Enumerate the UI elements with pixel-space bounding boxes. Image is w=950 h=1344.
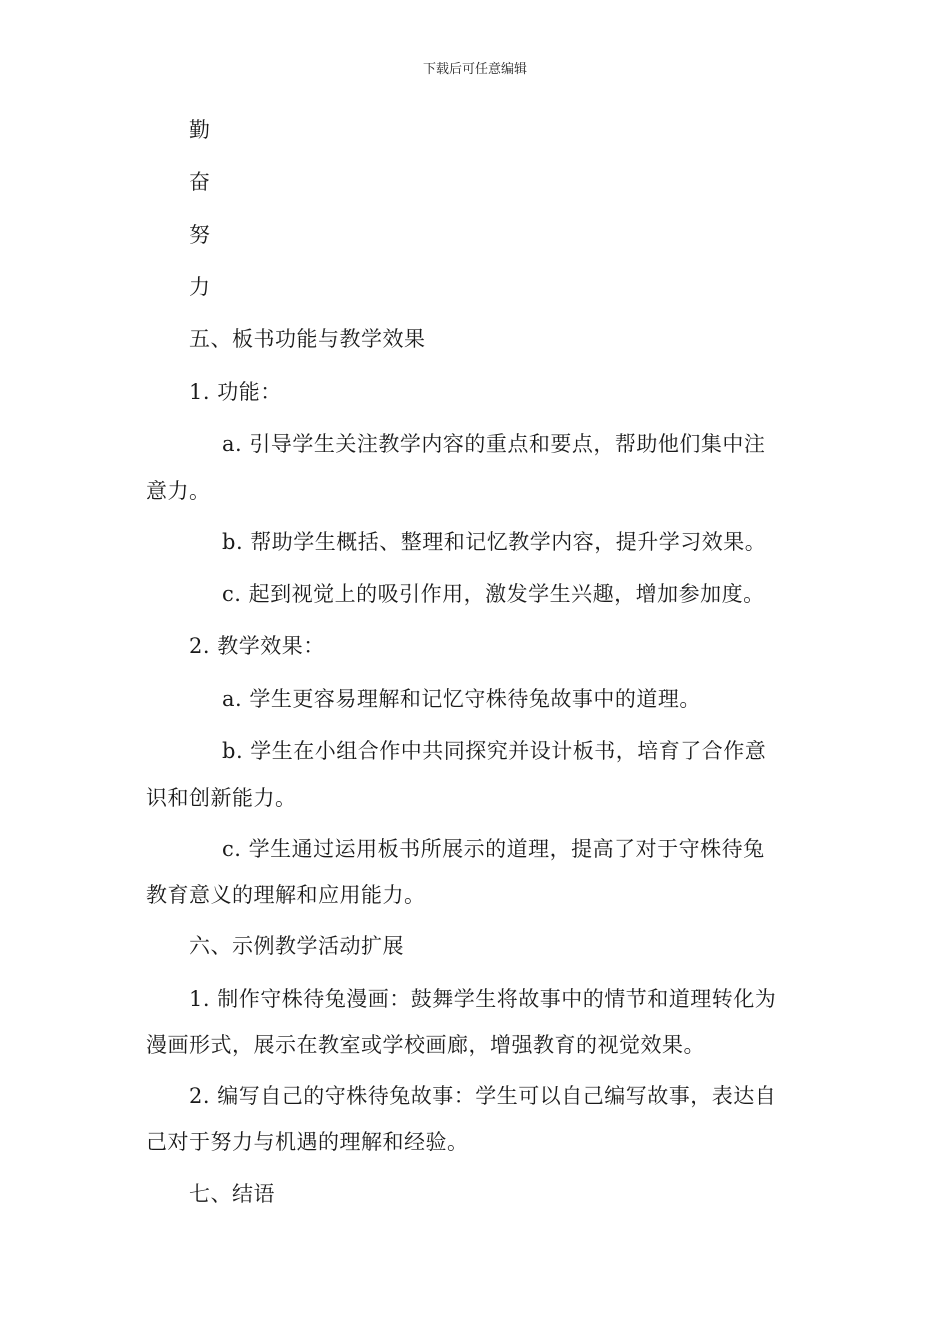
subheading-teaching-effect: 2. 教学效果： xyxy=(189,634,325,658)
paragraph-line: b. 帮助学生概括、整理和记忆教学内容，提升学习效果。 xyxy=(222,530,767,554)
section-heading-7: 七、结语 xyxy=(189,1182,275,1206)
board-char-1: 勤 xyxy=(189,118,211,142)
paragraph-line: 1. 制作守株待兔漫画：鼓舞学生将故事中的情节和道理转化为 xyxy=(189,987,777,1011)
paragraph-line: c. 学生通过运用板书所展示的道理，提高了对于守株待兔 xyxy=(222,837,765,861)
page-header: 下载后可任意编辑 xyxy=(422,62,527,77)
paragraph-line: c. 起到视觉上的吸引作用，激发学生兴趣，增加参加度。 xyxy=(222,582,765,606)
paragraph-line: 教育意义的理解和应用能力。 xyxy=(146,883,426,907)
section-heading-6: 六、示例教学活动扩展 xyxy=(189,934,404,958)
paragraph-line: 2. 编写自己的守株待兔故事：学生可以自己编写故事，表达自 xyxy=(189,1084,777,1108)
board-char-2: 奋 xyxy=(189,170,211,194)
board-char-4: 力 xyxy=(189,275,211,299)
paragraph-line: 漫画形式，展示在教室或学校画廊，增强教育的视觉效果。 xyxy=(146,1033,705,1057)
paragraph-line: a. 学生更容易理解和记忆守株待兔故事中的道理。 xyxy=(222,687,701,711)
paragraph-line: 意力。 xyxy=(146,479,211,503)
subheading-function: 1. 功能： xyxy=(189,380,282,404)
paragraph-line: 识和创新能力。 xyxy=(146,786,297,810)
paragraph-line: b. 学生在小组合作中共同探究并设计板书，培育了合作意 xyxy=(222,739,767,763)
paragraph-line: 己对于努力与机遇的理解和经验。 xyxy=(146,1130,469,1154)
section-heading-5: 五、板书功能与教学效果 xyxy=(189,327,426,351)
paragraph-line: a. 引导学生关注教学内容的重点和要点，帮助他们集中注 xyxy=(222,432,766,456)
board-char-3: 努 xyxy=(189,223,211,247)
